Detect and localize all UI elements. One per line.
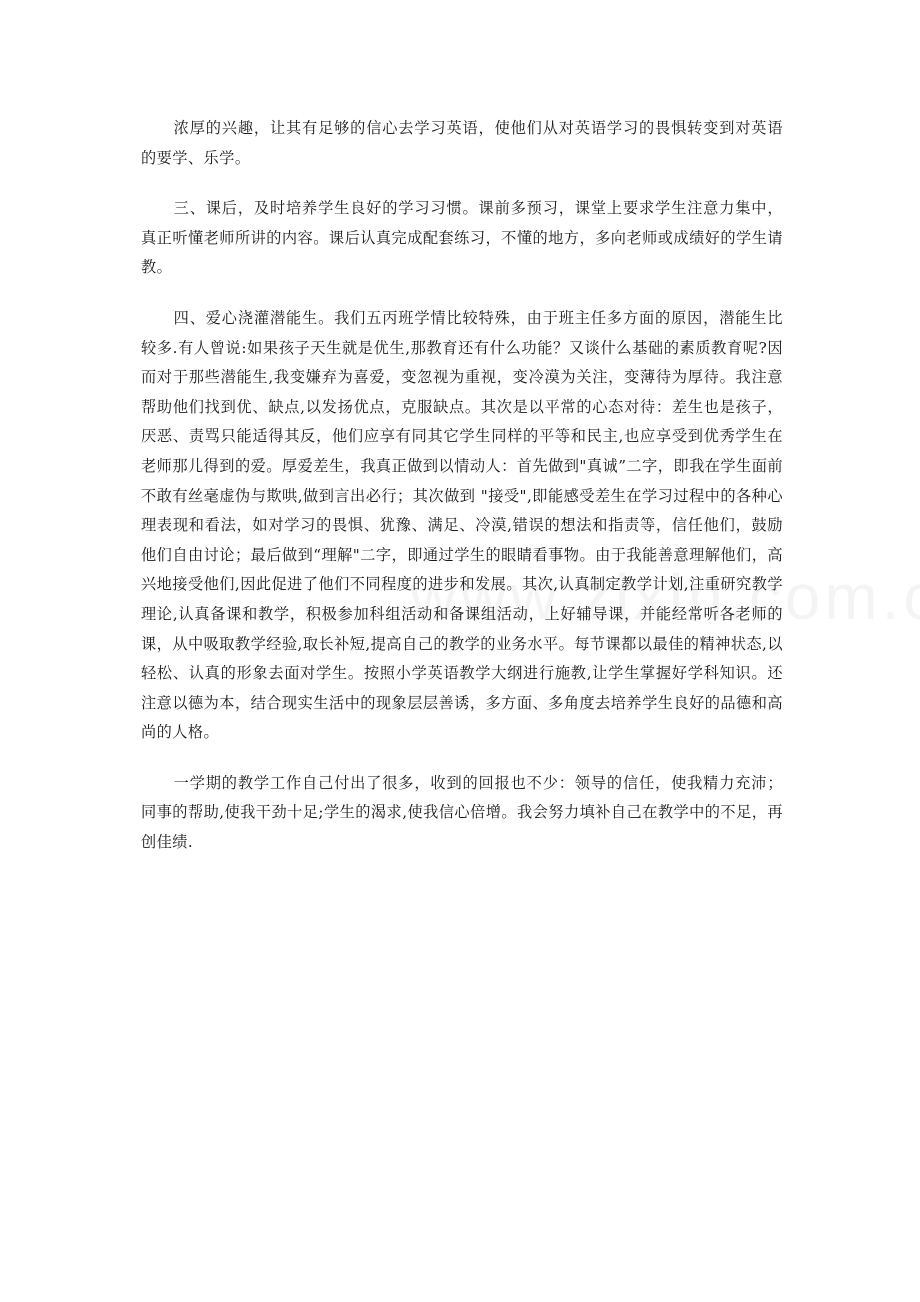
paragraph-1: 浓厚的兴趣，让其有足够的信心去学习英语，使他们从对英语学习的畏惧转变到对英语的要学、乐学。 xyxy=(141,119,783,167)
document-body xyxy=(141,114,783,879)
paragraph-3: 四、爱心浇灌潜能生。我们五丙班学情比较特殊，由于班主任多方面的原因，潜能生比较多.有人曾说:如果孩子天生就是优生,那教育还有什么功能？又谈什么基础的素质教育呢?因而对于那些潜能生,我变嫌弃为喜爱，变忽视为重视，变冷漠为关注，变薄待为厚待。我注意帮助他们找到优、缺点,以发扬优点，克服缺点。其次是以平常的心态对待：差生也是孩子，厌恶、责骂只能适得其反，他们应享有同其它学生同样的平等和民主,也应享受到优秀学生在老师那儿得到的爱。厚爱差生，我真正做到以情动人：首先做到"真诚”二字，即我在学生面前不敢有丝毫虚伪与欺哄,做到言出必行；其次做到 "接受",即能感受差生在学习过程中的各种心理表现和看法，如对学习的畏惧、犹豫、满足、冷漠,错误的想法和指责等，信任他们，鼓励他们自由讨论；最后做到“理解"二字，即通过学生的眼睛看事物。由于我能善意理解他们，高兴地接受他们,因此促进了他们不同程度的进步和发展。其次,认真制定教学计划,注重研究教学理论,认真备课和教学，积极参加科组活动和备课组活动，上好辅导课，并能经常听各老师的课，从中吸取教学经验,取长补短,提高自己的教学的业务水平。每节课都以最佳的精神状态,以轻松、认真的形象去面对学生。按照小学英语教学大纲进行施教,让学生掌握好学科知识。还注意以德为本，结合现实生活中的现象层层善诱，多方面、多角度去培养学生良好的品德和高尚的人格。 xyxy=(141,308,783,742)
paragraph-4: 一学期的教学工作自己付出了很多，收到的回报也不少：领导的信任，使我精力充沛；同事的帮助,使我干劲十足;学生的渴求,使我信心倍增。我会努力填补自己在教学中的不足，再创佳绩. xyxy=(141,773,783,852)
paragraph-2: 三、课后，及时培养学生良好的学习习惯。课前多预习，课堂上要求学生注意力集中，真正听懂老师所讲的内容。课后认真完成配套练习，不懂的地方，多向老师或成绩好的学生请教。 xyxy=(141,199,783,277)
